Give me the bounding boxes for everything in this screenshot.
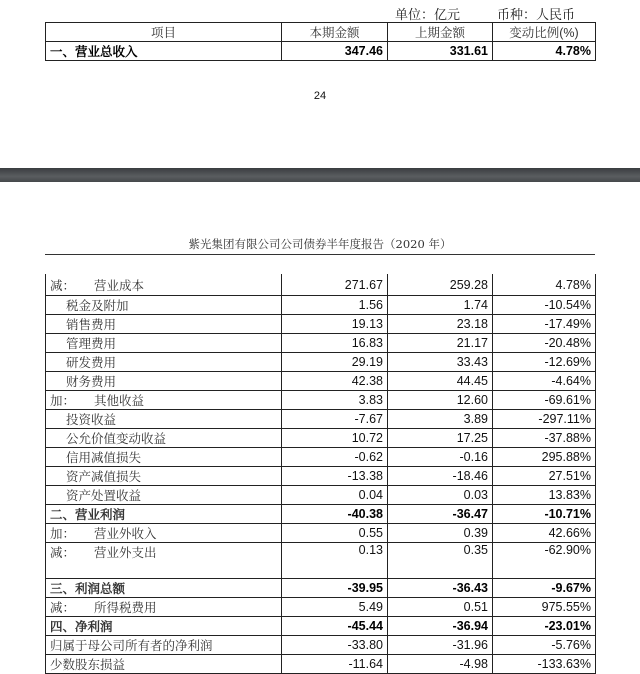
row-label-text: 二、营业利润 <box>50 508 126 522</box>
row-prior: 44.45 <box>388 372 493 391</box>
row-prior: -36.43 <box>388 579 493 598</box>
row-prior: 23.18 <box>388 315 493 334</box>
table-row <box>46 410 596 429</box>
row-label-text: 管理费用 <box>66 337 117 351</box>
row-prior: -4.98 <box>388 655 493 674</box>
table-row <box>46 524 596 543</box>
row-current: 5.49 <box>282 598 388 617</box>
row-label-text: 其他收益 <box>94 394 145 408</box>
row-prefix: 减： <box>50 546 76 560</box>
row-label-text: 资产减值损失 <box>66 470 142 484</box>
header-prior: 上期金额 <box>388 23 493 42</box>
row-change: 975.55% <box>493 598 596 617</box>
row-current: 0.55 <box>282 524 388 543</box>
table-row <box>46 296 596 315</box>
row-current: 3.83 <box>282 391 388 410</box>
row-prefix: 加： <box>50 527 76 541</box>
table-row <box>46 315 596 334</box>
row-label-text: 归属于母公司所有者的净利润 <box>50 639 213 653</box>
table-row <box>46 42 596 61</box>
table-row <box>46 467 596 486</box>
row-label-text: 营业外收入 <box>94 527 157 541</box>
row-label <box>46 655 282 674</box>
row-prior: -18.46 <box>388 467 493 486</box>
row-label <box>46 524 282 543</box>
row-prior: -31.96 <box>388 636 493 655</box>
row-label-text: 财务费用 <box>66 375 117 389</box>
row-change: 27.51% <box>493 467 596 486</box>
row-change: -10.71% <box>493 505 596 524</box>
row-current: -11.64 <box>282 655 388 674</box>
table-row <box>46 429 596 448</box>
row-prior: 17.25 <box>388 429 493 448</box>
row-current: 1.56 <box>282 296 388 315</box>
page-number: 24 <box>313 90 327 102</box>
table-row <box>46 617 596 636</box>
unit-label: 单位：亿元 <box>395 7 461 22</box>
row-label-text: 销售费用 <box>66 318 117 332</box>
row-label <box>46 543 282 579</box>
row-current: 29.19 <box>282 353 388 372</box>
row-current: 19.13 <box>282 315 388 334</box>
row-current: 347.46 <box>282 42 388 61</box>
row-current: 10.72 <box>282 429 388 448</box>
header-current: 本期金额 <box>282 23 388 42</box>
row-change: -17.49% <box>493 315 596 334</box>
row-current: -33.80 <box>282 636 388 655</box>
row-current: -40.38 <box>282 505 388 524</box>
table-row <box>46 636 596 655</box>
income-summary-table <box>45 22 596 61</box>
header-rule <box>45 254 595 255</box>
income-detail-table <box>45 274 596 674</box>
row-label-text: 所得税费用 <box>94 601 157 615</box>
row-change: -297.11% <box>493 410 596 429</box>
row-current: 0.04 <box>282 486 388 505</box>
row-current: 0.13 <box>282 543 388 579</box>
row-current: -39.95 <box>282 579 388 598</box>
row-label <box>46 505 282 524</box>
header-change: 变动比例(%) <box>493 23 596 42</box>
report-header: 紫光集团有限公司公司债券半年度报告（2020 年） <box>188 237 452 251</box>
row-current: -45.44 <box>282 617 388 636</box>
row-prior: 0.35 <box>388 543 493 579</box>
row-prior: 12.60 <box>388 391 493 410</box>
row-prior: 0.03 <box>388 486 493 505</box>
row-label-text: 研发费用 <box>66 356 117 370</box>
row-change: -133.63% <box>493 655 596 674</box>
row-label-text: 三、利润总额 <box>50 582 126 596</box>
row-prefix: 减： <box>50 278 76 293</box>
row-change: -9.67% <box>493 579 596 598</box>
row-label <box>46 410 282 429</box>
table-row <box>46 334 596 353</box>
row-label <box>46 617 282 636</box>
row-label <box>46 372 282 391</box>
table-row <box>46 448 596 467</box>
row-label: 一、营业总收入 <box>46 42 282 61</box>
row-prefix: 加： <box>50 394 76 408</box>
table-row <box>46 391 596 410</box>
table-row <box>46 598 596 617</box>
row-label-text: 税金及附加 <box>66 299 129 313</box>
row-change: 4.78% <box>493 274 596 296</box>
row-prior: -36.47 <box>388 505 493 524</box>
row-label-text: 少数股东损益 <box>50 658 126 672</box>
table-row <box>46 274 596 296</box>
table-row <box>46 486 596 505</box>
row-prior: -0.16 <box>388 448 493 467</box>
row-change: -23.01% <box>493 617 596 636</box>
row-label <box>46 598 282 617</box>
table-row <box>46 543 596 579</box>
row-prior: 33.43 <box>388 353 493 372</box>
row-change: -10.54% <box>493 296 596 315</box>
row-change: 295.88% <box>493 448 596 467</box>
row-label <box>46 429 282 448</box>
row-prior: 259.28 <box>388 274 493 296</box>
row-change: -20.48% <box>493 334 596 353</box>
row-current: 42.38 <box>282 372 388 391</box>
row-label <box>46 274 282 296</box>
currency-label: 币种：人民币 <box>497 7 576 22</box>
row-label-text: 资产处置收益 <box>66 489 142 503</box>
row-label <box>46 353 282 372</box>
table-row <box>46 372 596 391</box>
row-prior: 331.61 <box>388 42 493 61</box>
row-label <box>46 391 282 410</box>
row-prior: 3.89 <box>388 410 493 429</box>
table-row <box>46 353 596 372</box>
row-current: -0.62 <box>282 448 388 467</box>
table-header-row <box>46 23 596 42</box>
row-label <box>46 467 282 486</box>
row-label <box>46 448 282 467</box>
row-prior: 0.51 <box>388 598 493 617</box>
row-label-text: 投资收益 <box>66 413 117 427</box>
row-change: -5.76% <box>493 636 596 655</box>
row-label <box>46 296 282 315</box>
row-change: -69.61% <box>493 391 596 410</box>
row-change: -4.64% <box>493 372 596 391</box>
row-label <box>46 579 282 598</box>
row-prior: 21.17 <box>388 334 493 353</box>
row-change: -62.90% <box>493 543 596 579</box>
table-row <box>46 505 596 524</box>
row-prior: 1.74 <box>388 296 493 315</box>
row-current: 16.83 <box>282 334 388 353</box>
row-label-text: 信用减值损失 <box>66 451 142 465</box>
row-current: -7.67 <box>282 410 388 429</box>
row-current: 271.67 <box>282 274 388 296</box>
row-label <box>46 315 282 334</box>
row-label-text: 公允价值变动收益 <box>66 432 167 446</box>
row-label-text: 营业外支出 <box>94 546 157 560</box>
row-label <box>46 486 282 505</box>
header-item: 项目 <box>46 23 282 42</box>
row-change: -12.69% <box>493 353 596 372</box>
row-label <box>46 334 282 353</box>
row-current: -13.38 <box>282 467 388 486</box>
row-label-text: 四、净利润 <box>50 620 113 634</box>
table-row <box>46 655 596 674</box>
row-label <box>46 636 282 655</box>
row-change: 13.83% <box>493 486 596 505</box>
row-change: -37.88% <box>493 429 596 448</box>
row-prefix: 减： <box>50 601 76 615</box>
page-separator <box>0 168 640 182</box>
row-prior: -36.94 <box>388 617 493 636</box>
row-label-text: 营业成本 <box>94 278 145 293</box>
table-row <box>46 579 596 598</box>
row-change: 4.78% <box>493 42 596 61</box>
row-prior: 0.39 <box>388 524 493 543</box>
row-change: 42.66% <box>493 524 596 543</box>
